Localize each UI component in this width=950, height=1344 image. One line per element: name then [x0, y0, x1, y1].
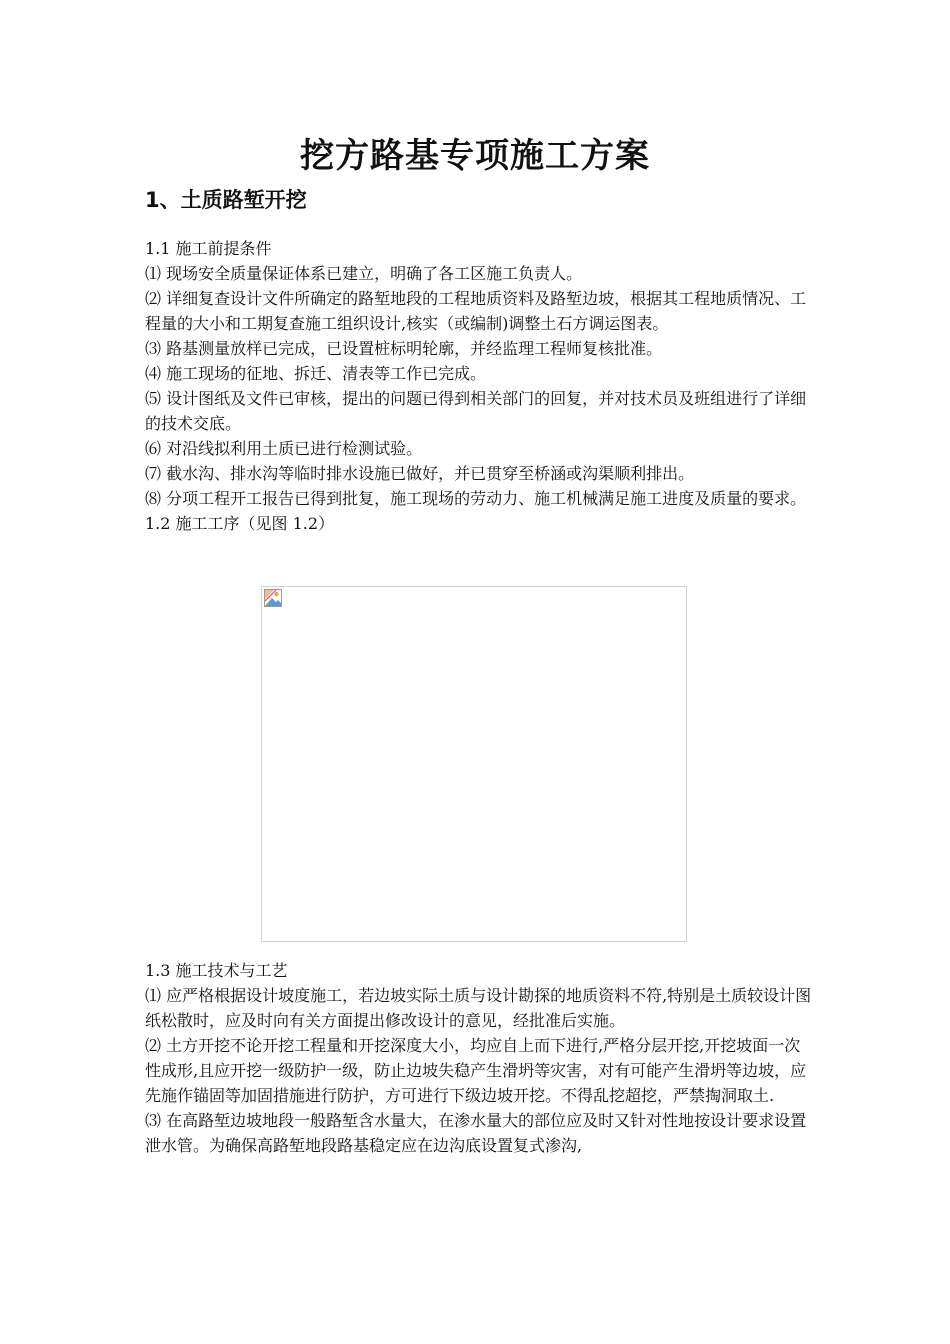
- list-item: ⑺ 截水沟、排水沟等临时排水设施已做好，并已贯穿至桥涵或沟渠顺利排出。: [145, 464, 695, 483]
- list-item: ⑶ 在高路堑边坡地段一般路堑含水量大，在渗水量大的部位应及时又针对性地按设计要求设置泄水管。为确保高路堑地段路基稳定应在边沟底设置复式渗沟,: [145, 1111, 807, 1155]
- list-item: ⑵ 详细复查设计文件所确定的路堑地段的工程地质资料及路堑边坡，根据其工程地质情况、工程量的大小和工期复查施工组织设计,核实（或编制)调整土石方调运图表。: [145, 289, 807, 333]
- section-1-1-block: [145, 236, 815, 536]
- section-1-3-block: [145, 958, 815, 1158]
- figure-1-2-placeholder: [261, 586, 687, 942]
- section-heading-1: 1、土质路堑开挖: [145, 188, 307, 212]
- list-item: ⑴ 应严格根据设计坡度施工，若边坡实际土质与设计勘探的地质资料不符,特别是土质较设计图纸松散时，应及时向有关方面提出修改设计的意见，经批准后实施。: [145, 986, 812, 1030]
- list-item: ⑹ 对沿线拟利用土质已进行检测试验。: [145, 439, 423, 458]
- list-item: ⑶ 路基测量放样已完成，已设置桩标明轮廓，并经监理工程师复核批准。: [145, 339, 663, 358]
- subheading-1-1: 1.1 施工前提条件: [145, 239, 272, 258]
- subheading-1-2: 1.2 施工工序（见图 1.2）: [145, 514, 335, 533]
- list-item: ⑷ 施工现场的征地、拆迁、清表等工作已完成。: [145, 364, 487, 383]
- list-item: ⑴ 现场安全质量保证体系已建立，明确了各工区施工负责人。: [145, 264, 583, 283]
- broken-image-icon: [264, 589, 282, 607]
- list-item: ⑵ 土方开挖不论开挖工程量和开挖深度大小，均应自上而下进行,严格分层开挖,开挖坡面一次性成形,且应开挖一级防护一级，防止边坡失稳产生滑坍等灾害，对有可能产生滑坍等边坡，应先施作锚固等加固措施进行防护，方可进行下级边坡开挖。不得乱挖超挖，严禁掏洞取土.: [145, 1036, 807, 1105]
- list-item: ⑻ 分项工程开工报告已得到批复，施工现场的劳动力、施工机械满足施工进度及质量的要求。: [145, 489, 807, 508]
- list-item: ⑸ 设计图纸及文件已审核，提出的问题已得到相关部门的回复，并对技术员及班组进行了详细的技术交底。: [145, 389, 807, 433]
- document-title: 挖方路基专项施工方案: [300, 136, 650, 176]
- subheading-1-3: 1.3 施工技术与工艺: [145, 961, 288, 980]
